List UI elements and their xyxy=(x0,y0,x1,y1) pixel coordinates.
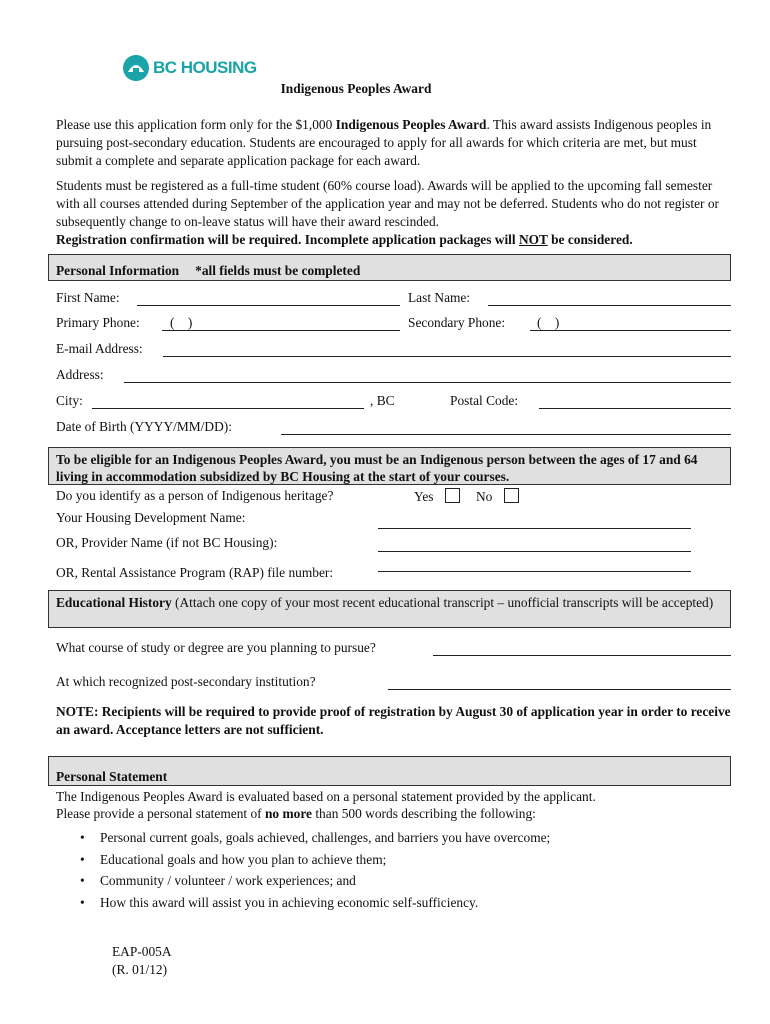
provider-name-field[interactable] xyxy=(378,551,691,552)
heritage-question: Do you identify as a person of Indigenous heritage? xyxy=(56,488,334,503)
province-label: , BC xyxy=(370,393,395,408)
housing-development-field[interactable] xyxy=(378,528,691,529)
education-header: Educational History (Attach one copy of your most recent educational transcript – unofficial transcripts will be accepted) xyxy=(48,590,731,628)
registration-warning: Registration confirmation will be required. Incomplete application packages will NOT be considered. xyxy=(56,232,633,247)
secondary-phone-field[interactable] xyxy=(530,330,731,331)
primary-phone-label: Primary Phone: xyxy=(56,315,140,330)
no-label: No xyxy=(476,489,493,504)
secondary-phone-label: Secondary Phone: xyxy=(408,315,506,330)
first-name-label: First Name: xyxy=(56,290,120,305)
primary-phone-field[interactable] xyxy=(162,330,400,331)
yes-label: Yes xyxy=(414,489,434,504)
city-field[interactable] xyxy=(92,408,364,409)
list-item: • Educational goals and how you plan to achieve them; xyxy=(76,851,726,873)
city-label: City: xyxy=(56,393,83,408)
secondary-phone-area-code: ( ) xyxy=(537,315,560,330)
primary-phone-area-code: ( ) xyxy=(170,315,193,330)
list-item: • Community / volunteer / work experiences; and xyxy=(76,872,726,894)
address-label: Address: xyxy=(56,367,104,382)
personal-statement-header: Personal Statement xyxy=(48,756,731,786)
logo-text: BC HOUSING xyxy=(153,58,257,77)
course-of-study-label: What course of study or degree are you planning to pursue? xyxy=(56,640,376,655)
list-item: • How this award will assist you in achieving economic self-sufficiency. xyxy=(76,894,726,916)
form-revision: (R. 01/12) xyxy=(112,962,168,977)
heritage-no-option[interactable] xyxy=(476,488,519,505)
list-item: • Personal current goals, goals achieved, challenges, and barriers you have overcome; xyxy=(76,829,726,851)
personal-info-header: Personal Information *all fields must be completed xyxy=(48,254,731,281)
intro-paragraph-2: Students must be registered as a full-time student (60% course load). Awards will be applied to the upcoming fall semester with all courses attended during September of the application year and may not be deferred. Students who do not register or subsequently change to on-leave status will have their award rescinded. Registration confirmation will be required. Incomplete application packages will NOT be considered. xyxy=(56,178,720,247)
statement-bullet-list xyxy=(76,829,726,915)
bc-housing-logo xyxy=(122,54,257,82)
dob-field[interactable] xyxy=(281,434,731,435)
postal-code-field[interactable] xyxy=(539,408,731,409)
intro-paragraph-1: Please use this application form only for the $1,000 Indigenous Peoples Award. This award assists Indigenous peoples in pursuing post-secondary education. Students are encouraged to apply for all awards for which criteria are met, but must submit a complete and separate application package for each award. xyxy=(56,117,712,168)
eligibility-header: To be eligible for an Indigenous Peoples Award, you must be an Indigenous person between the ages of 17 and 64 living in accommodation subsidized by BC Housing at the start of your courses. xyxy=(48,447,731,485)
last-name-label: Last Name: xyxy=(408,290,471,305)
yes-checkbox[interactable] xyxy=(445,488,460,503)
logo-emblem-icon xyxy=(122,54,150,82)
last-name-field[interactable] xyxy=(488,305,731,306)
postal-code-label: Postal Code: xyxy=(450,393,519,408)
page-title: Indigenous Peoples Award xyxy=(280,81,432,96)
course-of-study-field[interactable] xyxy=(433,655,731,656)
statement-line-2: Please provide a personal statement of no more than 500 words describing the following: xyxy=(56,806,536,821)
address-field[interactable] xyxy=(124,382,731,383)
no-checkbox[interactable] xyxy=(504,488,519,503)
housing-development-label: Your Housing Development Name: xyxy=(56,510,246,525)
dob-label: Date of Birth (YYYY/MM/DD): xyxy=(56,419,232,434)
email-label: E-mail Address: xyxy=(56,341,143,356)
heritage-yes-option[interactable] xyxy=(414,488,460,505)
provider-name-label: OR, Provider Name (if not BC Housing): xyxy=(56,535,278,550)
email-field[interactable] xyxy=(163,356,731,357)
rap-file-label: OR, Rental Assistance Program (RAP) file number: xyxy=(56,565,334,580)
institution-field[interactable] xyxy=(388,689,731,690)
first-name-field[interactable] xyxy=(137,305,400,306)
statement-line-1: The Indigenous Peoples Award is evaluated based on a personal statement provided by the applicant. xyxy=(56,789,596,804)
institution-label: At which recognized post-secondary institution? xyxy=(56,674,316,689)
registration-note: NOTE: Recipients will be required to provide proof of registration by August 30 of application year in order to receive an award. Acceptance letters are not sufficient. xyxy=(56,704,731,737)
form-code: EAP-005A xyxy=(112,944,172,959)
rap-file-field[interactable] xyxy=(378,571,691,572)
